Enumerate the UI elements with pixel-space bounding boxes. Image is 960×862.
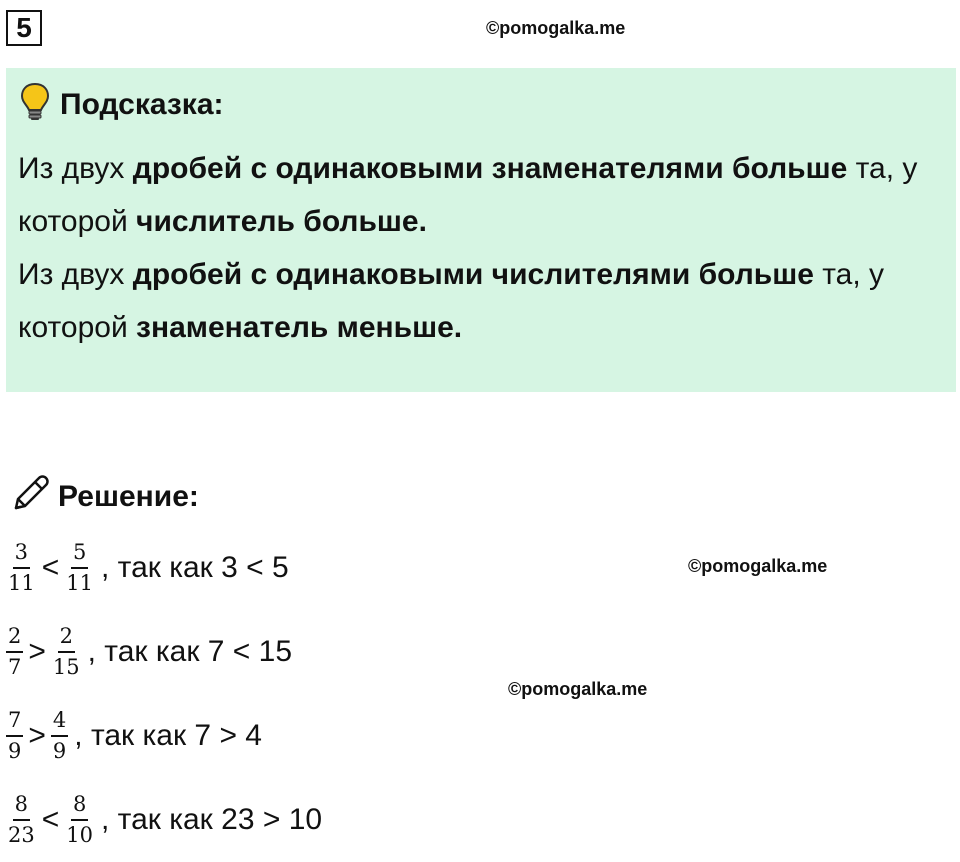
pencil-icon	[8, 472, 52, 521]
hint-segment: та, у которой	[18, 152, 918, 238]
fraction-left	[6, 542, 37, 594]
solution-row	[6, 710, 262, 762]
hint-box	[6, 68, 956, 392]
hint-header	[20, 82, 224, 127]
solution-title: Решение:	[58, 479, 199, 513]
denominator: 9	[52, 739, 67, 763]
numerator: 8	[13, 794, 30, 821]
comparison-reason: , так как 23 > 10	[101, 803, 323, 836]
solution-row	[6, 626, 292, 678]
solution-row	[6, 542, 289, 594]
fraction-right	[64, 542, 95, 594]
fraction-right	[51, 710, 68, 762]
solution-header	[8, 472, 199, 521]
denominator: 7	[8, 655, 22, 679]
hint-segment: Из двух	[18, 152, 133, 185]
hint-segment: дробей с одинаковыми числителями больше	[132, 258, 814, 291]
solution-row	[6, 794, 322, 846]
fraction-right	[51, 626, 82, 678]
comparison-reason: , так как 3 < 5	[101, 551, 289, 584]
fraction-left	[6, 710, 23, 762]
hint-title: Подсказка:	[60, 87, 224, 121]
hint-text	[18, 142, 948, 354]
fraction-left	[6, 626, 23, 678]
comparison-sign: <	[41, 803, 60, 836]
comparison-reason: , так как 7 > 4	[74, 719, 262, 752]
numerator: 7	[6, 710, 23, 737]
denominator: 23	[8, 823, 35, 847]
fraction-left	[6, 794, 37, 846]
numerator: 3	[13, 542, 30, 569]
denominator: 11	[8, 571, 35, 595]
lightbulb-icon	[20, 82, 50, 127]
numerator: 2	[6, 626, 23, 653]
hint-segment: та, у которой	[18, 258, 885, 344]
task-number: 5	[6, 10, 42, 46]
comparison-sign: >	[28, 719, 46, 752]
denominator: 15	[52, 655, 80, 679]
numerator: 4	[51, 710, 68, 737]
comparison-sign: <	[41, 551, 60, 584]
numerator: 5	[71, 542, 88, 569]
comparison-sign: >	[28, 635, 46, 668]
hint-segment: Из двух	[18, 258, 133, 291]
watermark: ©pomogalka.me	[688, 556, 828, 576]
denominator: 10	[66, 823, 93, 847]
hint-segment: знаменатель меньше.	[136, 311, 463, 344]
hint-segment: дробей с одинаковыми знаменателями больше	[132, 152, 848, 185]
watermark: ©pomogalka.me	[486, 18, 626, 38]
numerator: 2	[58, 626, 75, 653]
comparison-reason: , так как 7 < 15	[87, 635, 293, 668]
denominator: 11	[66, 571, 93, 595]
numerator: 8	[71, 794, 88, 821]
watermark: ©pomogalka.me	[508, 679, 648, 699]
hint-segment: числитель больше.	[136, 205, 427, 238]
fraction-right	[64, 794, 95, 846]
denominator: 9	[8, 739, 22, 763]
